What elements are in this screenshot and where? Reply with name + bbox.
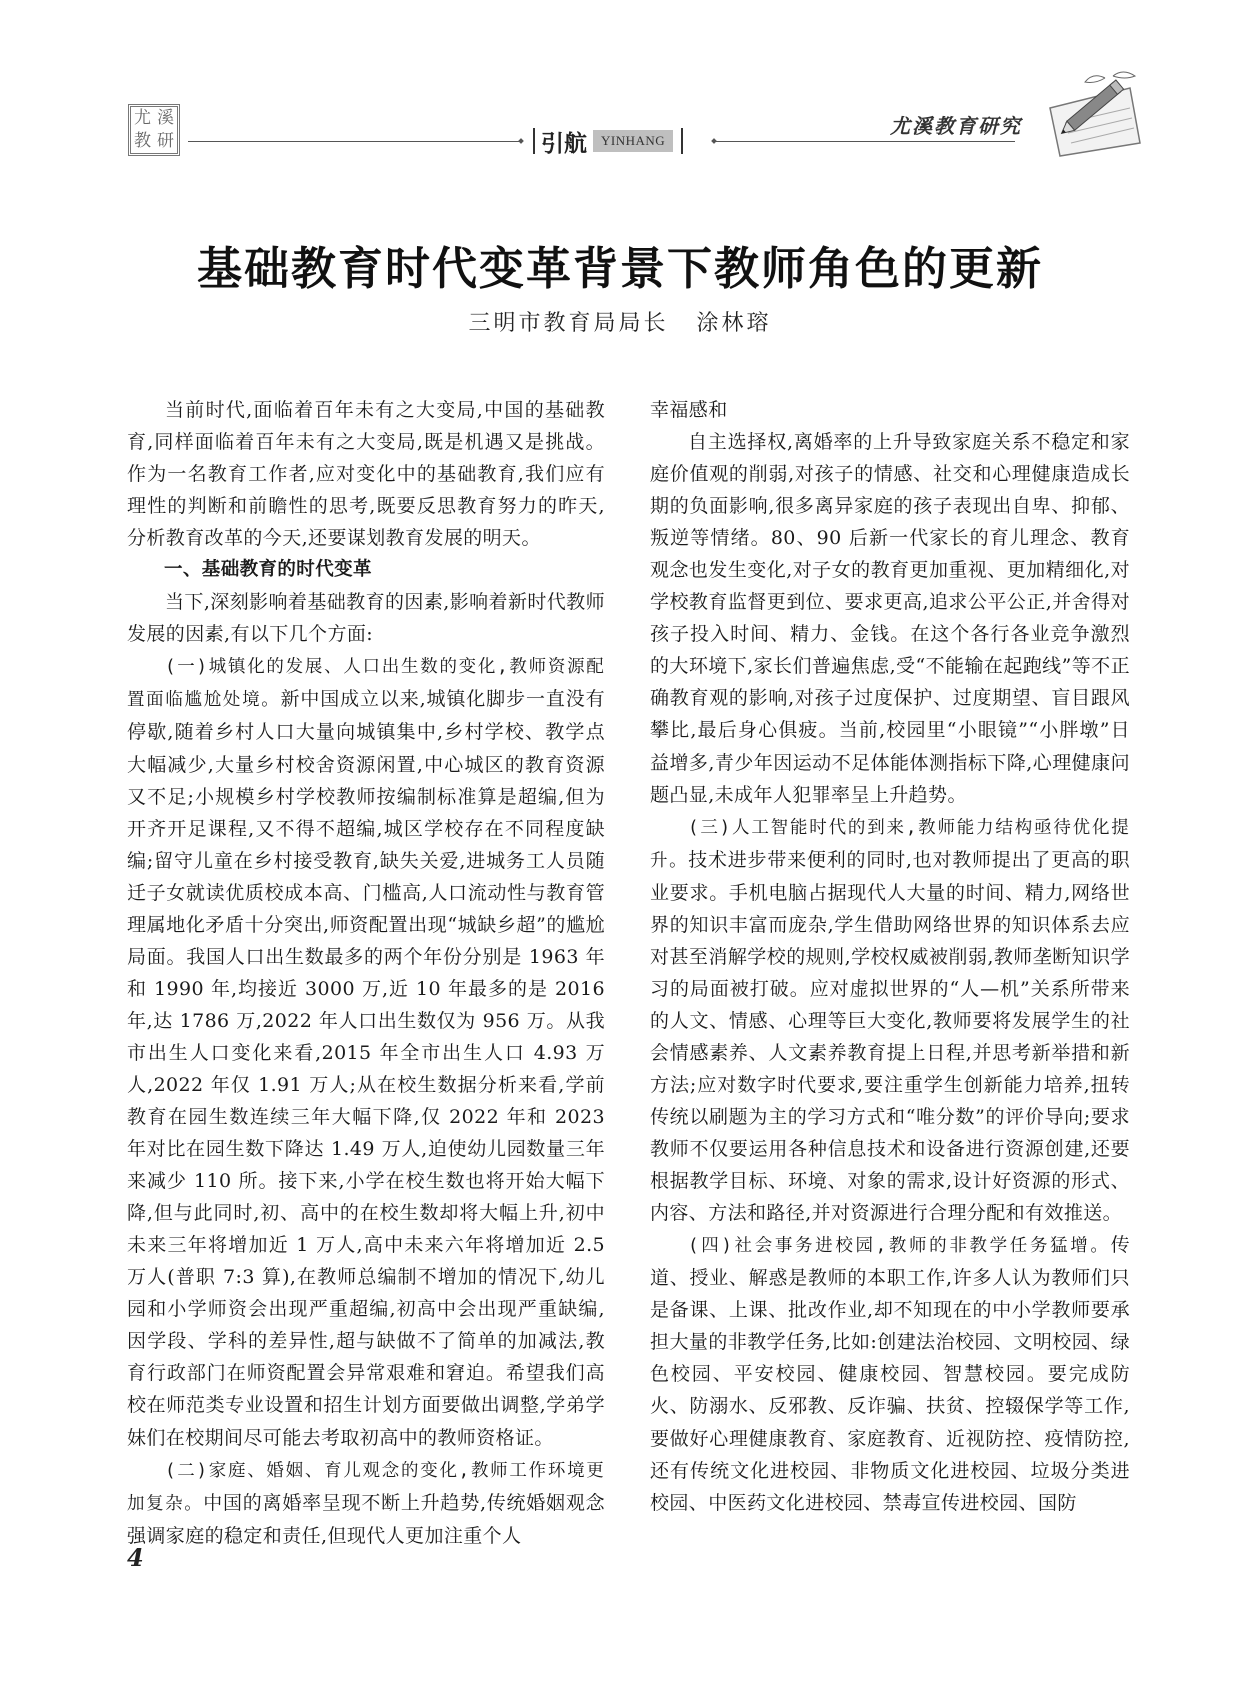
journal-name: 尤溪教育研究 (890, 114, 1022, 138)
section-name: 引航 (541, 130, 587, 157)
paragraph-body: 传道、授业、解惑是教师的本职工作,许多人认为教师们只是备课、上课、批改作业,却不知现在的中小学教师要承担大量的非教学任务,比如:创建法治校园、文明校园、绿色校园、平安校园、健康校园、智慧校园。要完成防火、防溺水、反邪教、反诈骗、扶贫、控辍保学等工作,要做好心理健康教育、家庭教育、近视防控、疫情防控,还有传统文化进校园、非物质文化进校园、垃圾分类进校园、中医药文化进校园、禁毒宣传进校园、国防 (650, 1234, 1130, 1514)
paragraph-continuation: 幸福感和 (650, 399, 728, 421)
seal-char: 研 (157, 131, 174, 151)
section-label (533, 126, 683, 156)
section-divider (681, 128, 683, 154)
paragraph: 当前时代,面临着百年未有之大变局,中国的基础教育,同样面临着百年未有之大变局,既是机遇又是挑战。作为一名教育工作者,应对变化中的基础教育,我们应有理性的判断和前瞻性的思考,既要反思教育努力的昨天,分析教育改革的今天,还要谋划教育发展的明天。 (127, 399, 605, 550)
seal-char: 教 (134, 131, 151, 151)
section-divider (533, 128, 535, 154)
paragraph: 当下,深刻影响着基础教育的因素,影响着新时代教师发展的因素,有以下几个方面: (127, 591, 605, 646)
subsection-heading: (三)人工智能时代的到来,教师能力结构亟待优化提升。 (650, 817, 1130, 871)
subsection-heading: (四)社会事务进校园,教师的非教学任务猛增。 (688, 1236, 1111, 1257)
paragraph (127, 1454, 605, 1552)
paragraph-body: 新中国成立以来,城镇化脚步一直没有停歇,随着乡村人口大量向城镇集中,乡村学校、教学点大幅减少,大量乡村校舍资源闲置,中心城区的教育资源又不足;小规模乡村学校教师按编制标准算是超编,但为开齐开足课程,又不得不超编,城区学校存在不同程度缺编;留守儿童在乡村接受教育,缺失关爱,进城务工人员随迁子女就读优质校成本高、门槛高,人口流动性与教育管理属地化矛盾十分突出,师资配置出现“城缺乡超”的尴尬局面。我国人口出生数最多的两个年份分别是 1963 年和 1990 年,均接近 3000 万,近 10 年最多的是 2016 年,达 1786 万,2022 年人口出生数仅为 956 万。从我市出生人口变化来看,2015 年全市出生人口 4.93 万人,2022 年仅 1.91 万人;从在校生数据分析来看,学前教育在园生数连续三年大幅下降,仅 2022 年和 2023 年对比在园生数下降达 1.49 万人,迫使幼儿园数量三年来减少 110 所。接下来,小学在校生数也将开始大幅下降,但与此同时,初、高中的在校生数却将大幅上升,初中未来三年将增加近 1 万人,高中未来六年将增加近 2.5 万人(普职 7:3 算),在教师总编制不增加的情况下,幼儿园和小学师资会出现严重超编,初高中会出现严重缺编,因学段、学科的差异性,超与缺做不了简单的加减法,教育行政部门在师资配置会异常艰难和窘迫。希望我们高校在师范类专业设置和招生计划方面要做出调整,学弟学妹们在校期间尽可能去考取初高中的教师资格证。 (127, 688, 605, 1449)
paragraph-body: 技术进步带来便利的同时,也对教师提出了更高的职业要求。手机电脑占据现代人大量的时间、精力,网络世界的知识丰富而庞杂,学生借助网络世界的知识体系去应对甚至消解学校的规则,学校权威被削弱,教师垄断知识学习的局面被打破。应对虚拟世界的“人—机”关系所带来的人文、情感、心理等巨大变化,教师要将发展学生的社会情感素养、人文素养教育提上日程,并思考新举措和新方法;应对数字时代要求,要注重学生创新能力培养,扭转传统以刷题为主的学习方式和“唯分数”的评价导向;要求教师不仅要运用各种信息技术和设备进行资源创建,还要根据教学目标、环境、对象的需求,设计好资源的形式、内容、方法和路径,并对资源进行合理分配和有效推送。 (650, 848, 1130, 1225)
left-text-column (127, 394, 605, 1552)
section-pinyin: YINHANG (593, 130, 673, 152)
author-role: 三明市教育局局长 (468, 311, 669, 336)
paragraph (127, 650, 605, 1453)
author-name: 涂林瑢 (696, 311, 772, 336)
page-header (0, 0, 1240, 175)
seal-char: 尤 (134, 108, 151, 128)
page-number: 4 (127, 1543, 144, 1572)
header-rule-right (715, 141, 1015, 142)
paragraph (650, 811, 1130, 1230)
article-byline (0, 306, 1240, 337)
paragraph-body: 中国的离婚率呈现不断上升趋势,传统婚姻观念强调家庭的稳定和责任,但现代人更加注重个人 (127, 1491, 605, 1547)
header-rule-left (188, 141, 520, 142)
subsection-heading: (二)家庭、婚姻、育儿观念的变化,教师工作环境更加复杂。 (127, 1460, 605, 1514)
paragraph (650, 1229, 1130, 1518)
subsection-heading: (一)城镇化的发展、人口出生数的变化,教师资源配置面临尴尬处境。 (127, 657, 605, 711)
paragraph: 自主选择权,离婚率的上升导致家庭关系不稳定和家庭价值观的削弱,对孩子的情感、社交和心理健康造成长期的负面影响,很多离异家庭的孩子表现出自卑、抑郁、叛逆等情绪。80、90 后新一代家长的育儿理念、教育观念也发生变化,对子女的教育更加重视、更加精细化,对学校教育监督更到位、要求更高,追求公平公正,并舍得对孩子投入时间、精力、金钱。在这个各行各业竞争激烈的大环境下,家长们普遍焦虑,受“不能输在起跑线”等不正确教育观的影响,对孩子过度保护、过度期望、盲目跟风攀比,最后身心俱疲。当前,校园里“小眼镜”“小胖墩”日益增多,青少年因运动不足体能体测指标下降,心理健康问题凸显,未成年人犯罪率呈上升趋势。 (650, 431, 1130, 806)
right-text-column (650, 394, 1130, 1519)
pencil-paper-icon (1035, 68, 1145, 158)
journal-seal-logo (128, 104, 180, 156)
article-title: 基础教育时代变革背景下教师角色的更新 (196, 242, 1043, 295)
section-heading: 一、基础教育的时代变革 (164, 559, 372, 581)
seal-char: 溪 (157, 108, 174, 128)
